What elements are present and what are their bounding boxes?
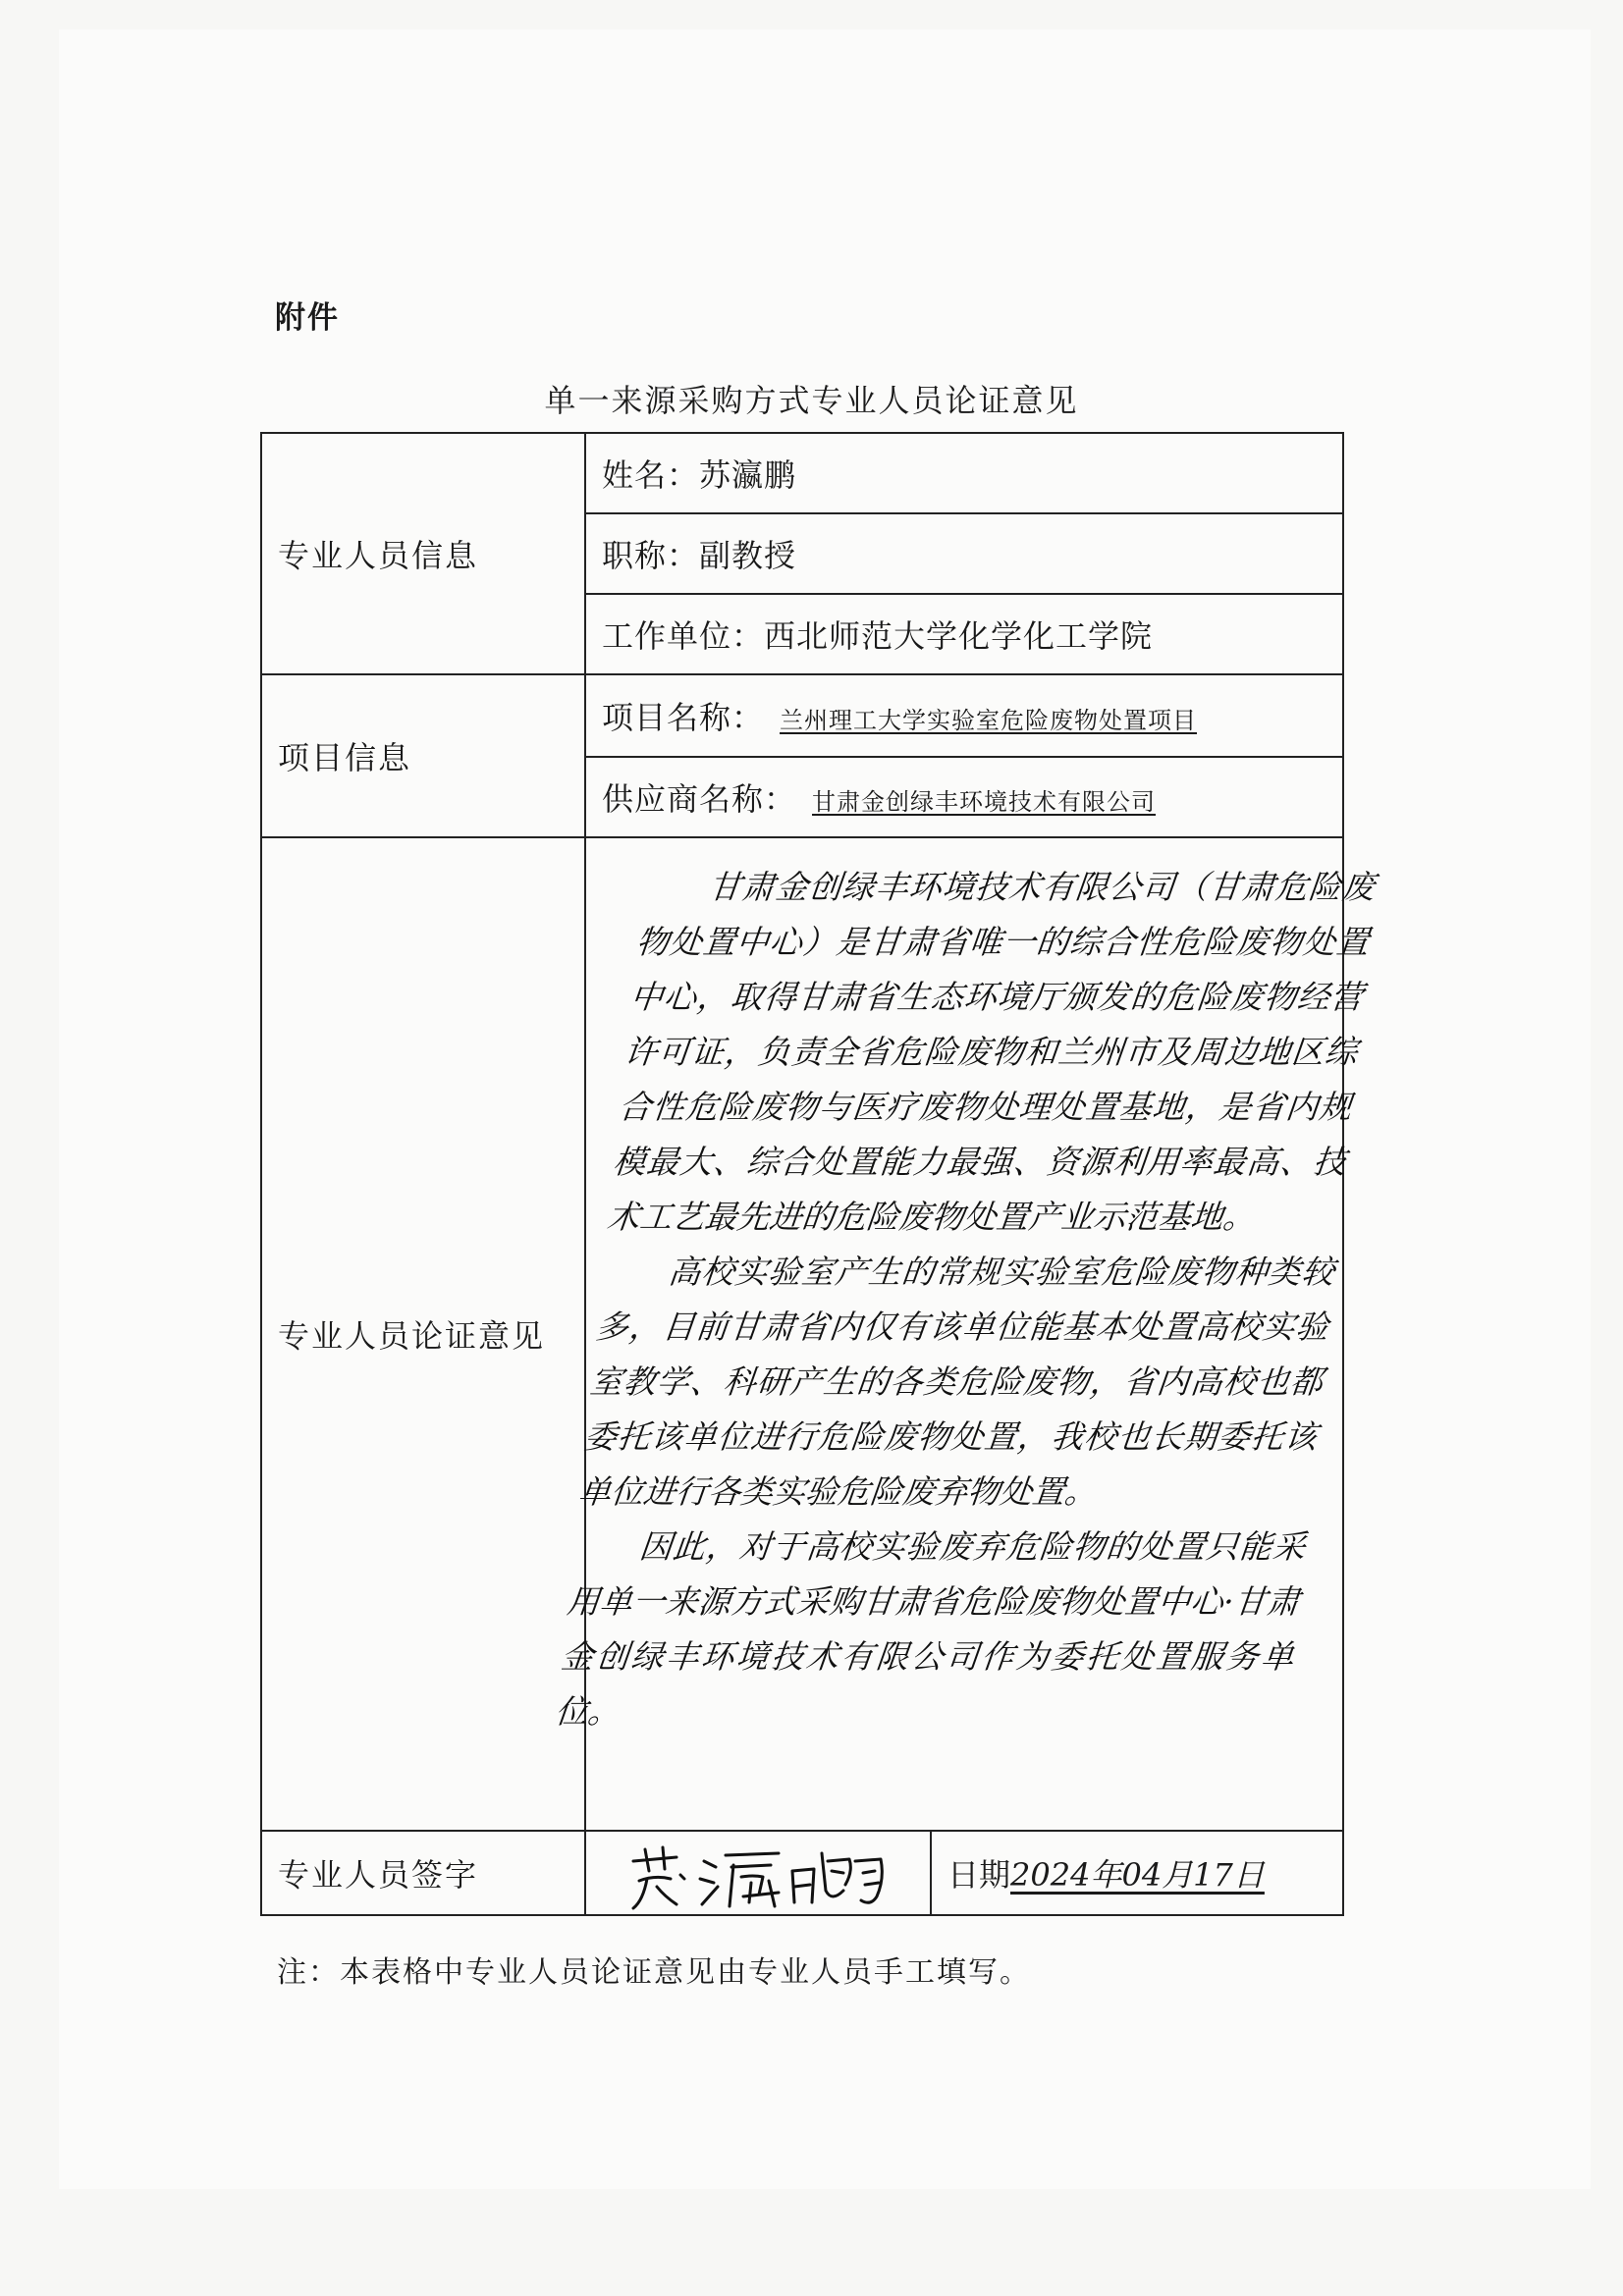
supplier-label: 供应商名称： [602,780,797,818]
project-name-label: 项目名称： [602,699,765,736]
handwritten-opinion [539,838,1389,1739]
expert-name-cell [585,433,1343,513]
date-value: 2024年04月17日 [1010,1856,1265,1894]
expert-employer-cell [585,594,1343,674]
project-name-cell [585,674,1343,757]
attachment-label: 附件 [275,300,340,336]
project-info-label: 项目信息 [261,674,585,837]
title-label: 职称： [602,537,700,574]
expert-info-label: 专业人员信息 [261,433,585,674]
name-label: 姓名： [602,456,700,494]
expert-title-cell [585,513,1343,594]
signature-label: 专业人员签字 [261,1831,585,1915]
handwritten-signature [586,1832,932,1914]
opinion-paragraph: 高校实验室产生的常规实验室危险废物种类较多，目前甘肃省内仅有该单位能基本处置高校实验室教学、科研产生的各类危险废物，省内高校也都委托该单位进行危险废物处置，我校也长期委托该单位进行各类实验危险废弃物处置。 [576,1253,1336,1511]
expert-employer: 西北师范大学化学化工学院 [764,617,1154,655]
footnote: 注：本表格中专业人员论证意见由专业人员手工填写。 [277,1955,1031,1990]
opinion-paragraph: 因此，对于高校实验废弃危险物的处置只能采用单一来源方式采购甘肃省危险废物处置中心·甘肃金创绿丰环境技术有限公司作为委托处置服务单位。 [553,1527,1308,1731]
project-name: 兰州理工大学实验室危险废物处置项目 [780,707,1198,734]
opinion-cell [553,837,1378,1831]
expert-name: 苏瀛鹏 [699,456,797,494]
opinion-paragraph: 甘肃金创绿丰环境技术有限公司（甘肃危险废物处置中心）是甘肃省唯一的综合性危险废物处置中心，取得甘肃省生态环境厅颁发的危险废物经营许可证，负责全省危险废物和兰州市及周边地区综合性危险废物与医疗废物处理处置基地，是省内规模最大、综合处置能力最强、资源利用率最高、技术工艺最先进的危险废物处置产业示范基地。 [605,868,1378,1236]
supplier-cell [585,757,1343,837]
date-cell [931,1831,1343,1915]
expert-opinion-form [260,432,1378,1916]
date-label: 日期 [947,1856,1011,1894]
employer-label: 工作单位： [602,617,765,655]
expert-title: 副教授 [699,537,797,574]
supplier-name: 甘肃金创绿丰环境技术有限公司 [812,788,1157,816]
document-title: 单一来源采购方式专业人员论证意见 [544,382,1079,419]
opinion-label: 专业人员论证意见 [261,837,585,1831]
signature-cell [585,1831,931,1915]
